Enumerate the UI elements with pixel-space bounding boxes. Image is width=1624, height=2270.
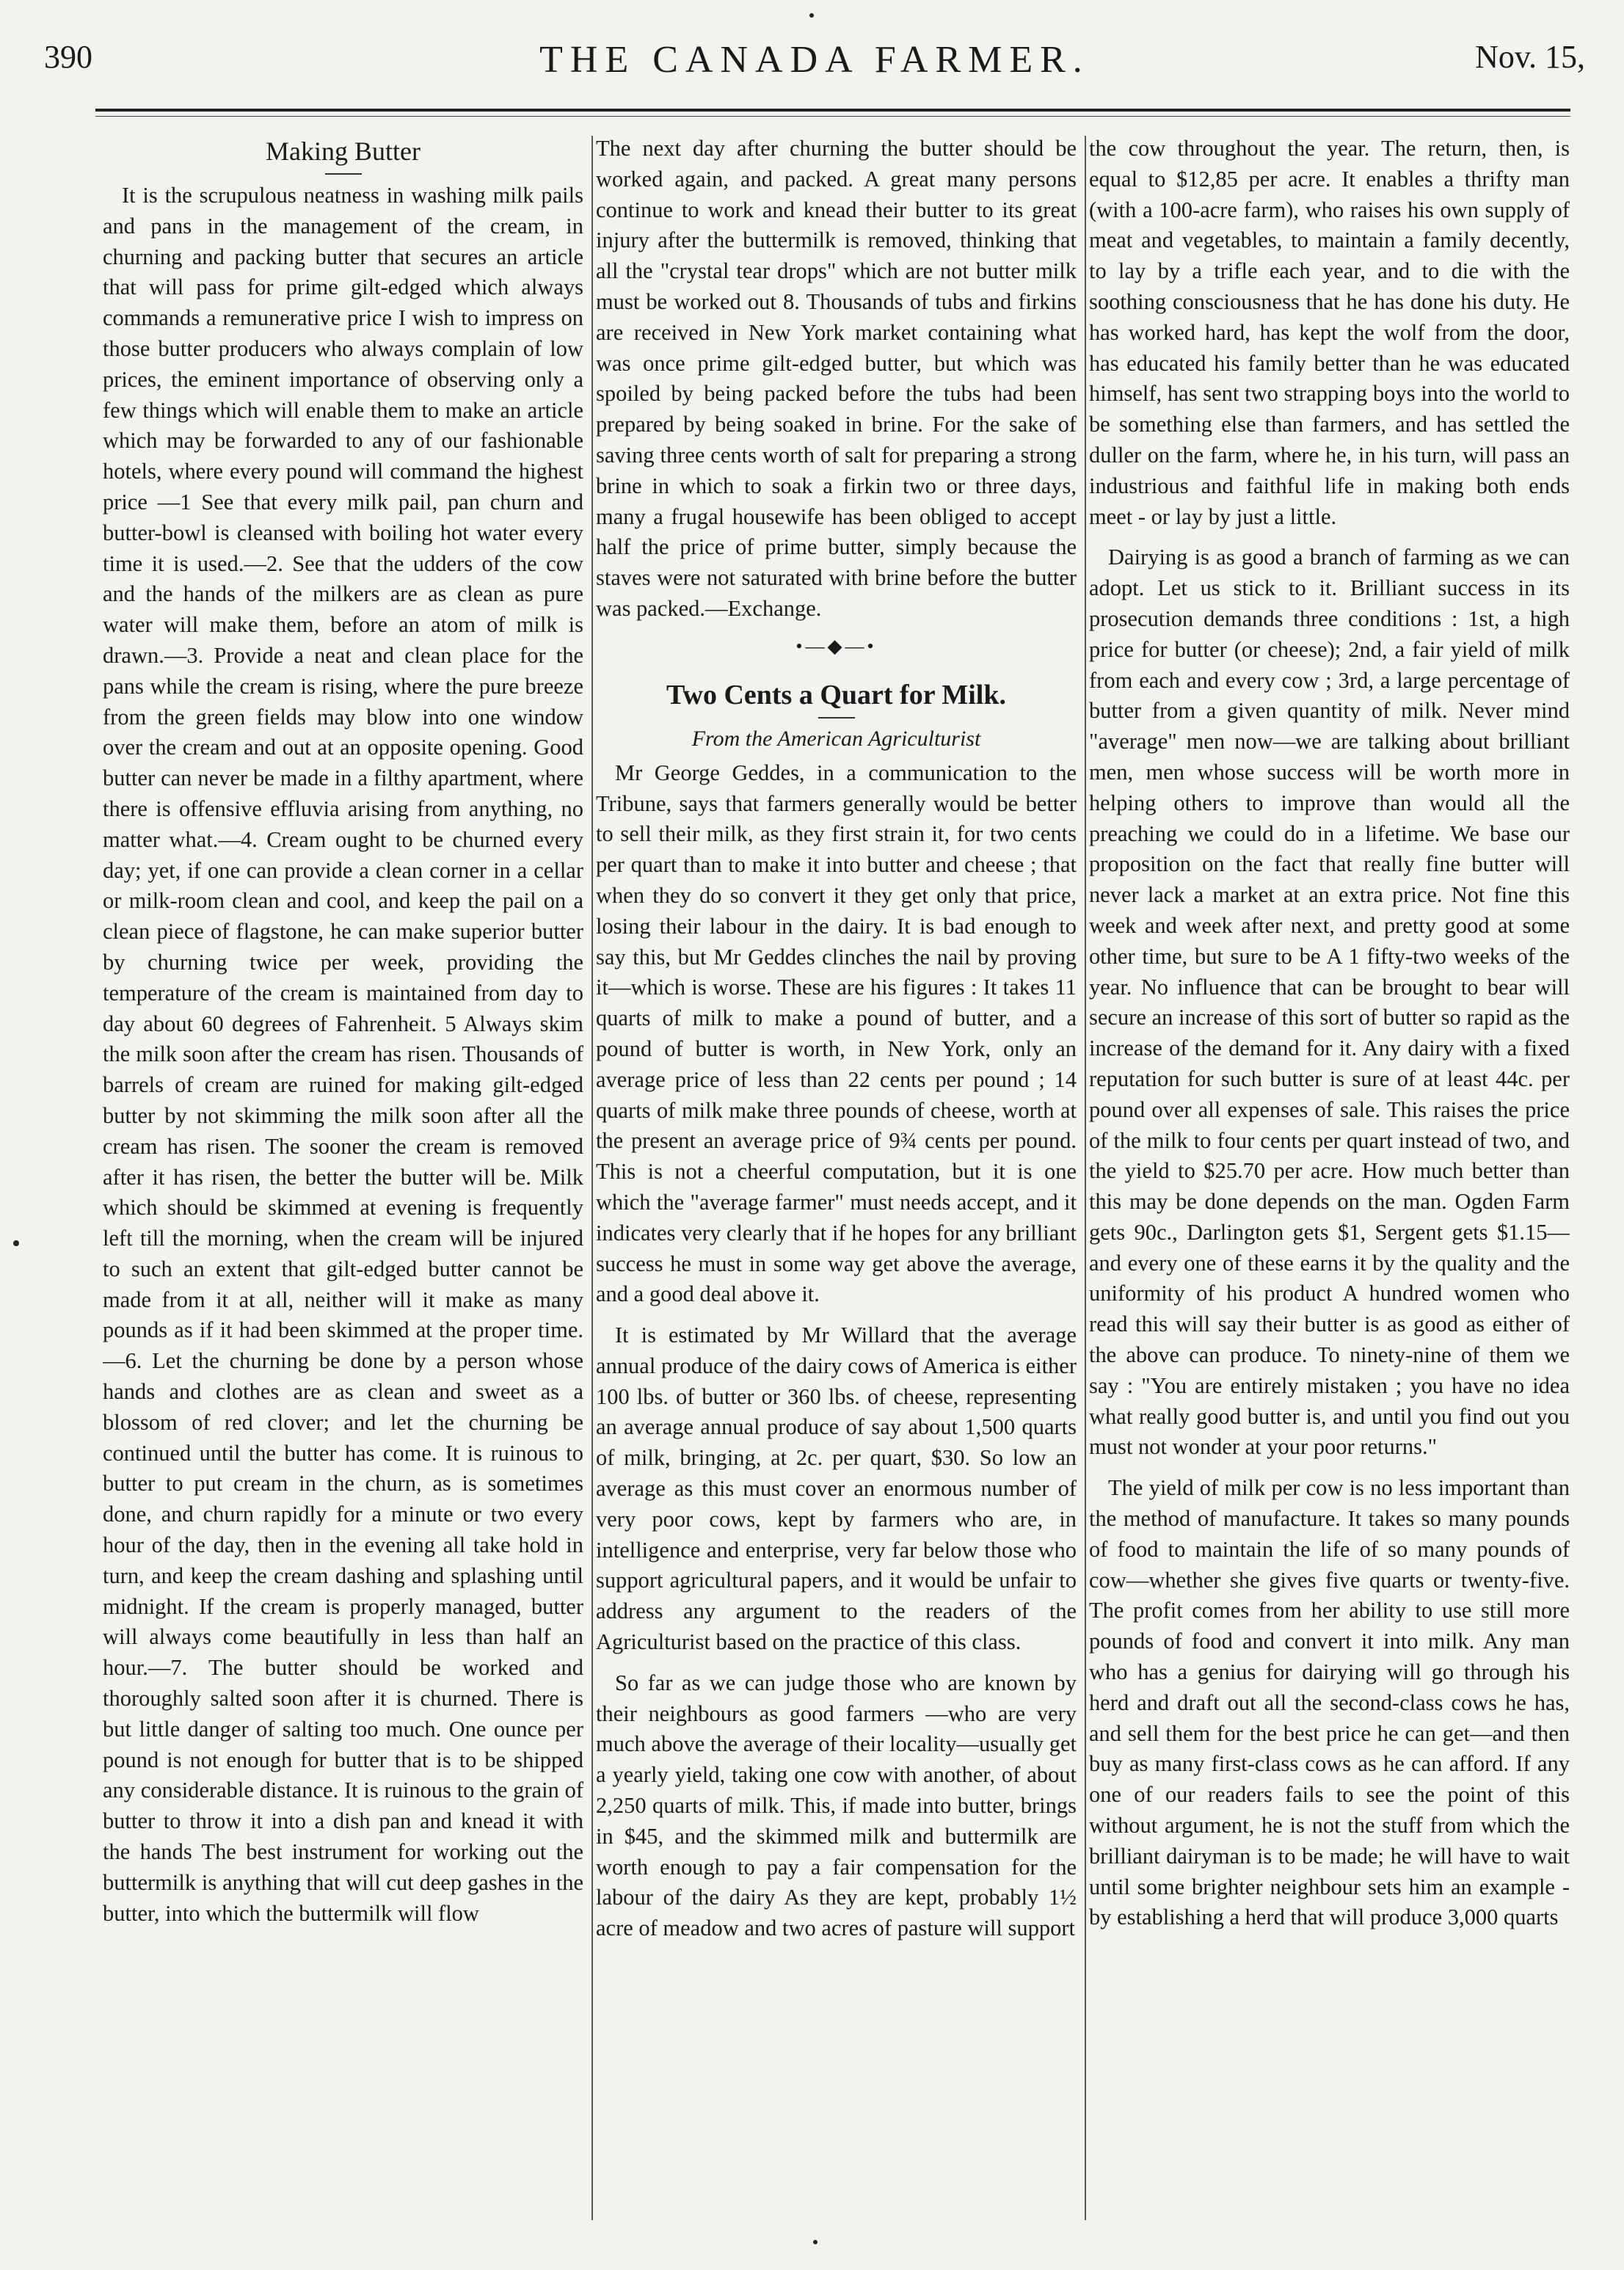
- journal-title: THE CANADA FARMER.: [539, 39, 1090, 81]
- article-paragraph: So far as we can judge those who are known by their neighbours as good farmers —who are very much above the average of their locality—usually get a yearly yield, taking one cow with another, of about 2,250 quarts of milk. This, if made into butter, brings in $45, and the skimmed milk and buttermilk are worth enough to pay a fair compensation for the labour of the dairy As they are kept, probably 1½ acre of meadow and two acres of pasture will support: [596, 1670, 1077, 1941]
- column-1: [103, 134, 583, 2233]
- bottom-dot: [813, 2240, 818, 2244]
- article-paragraph: The yield of milk per cow is no less important than the method of manufacture. It takes so many pounds of food to maintain the life of so many pounds of cow—whether she gives five quarts or twenty-five. The profit comes from her ability to use still more pounds of food and convert it into milk. Any man who has a genius for dairying will go through his herd and draft out all the second-class cows he has, and sell them for the best price he can get—and then buy as many first-class cows as he can afford. If any one of our readers fails to see the point of this without argument, he is not the stuff from which the brilliant dairyman is to be made; he will have to wait until some brighter neighbour sets him an example - by establishing a herd that will produce 3,000 quarts: [1089, 1475, 1570, 1930]
- page-number: 390: [44, 39, 92, 75]
- article-paragraph: The next day after churning the butter should be worked again, and packed. A great many persons continue to work and knead their butter to its great injury after the buttermilk is removed, thinking that all the "crystal tear drops" which are not butter milk must be worked out 8. Thousands of tubs and firkins are received in New York market containing what was once prime gilt-edged butter, but which was spoiled by being packed before the tubs had been prepared by being soaked in brine. For the sake of saving three cents worth of salt for preparing a strong brine in which to soak a firkin two or three days, many a frugal housewife has been obliged to accept half the price of prime butter, simply because the staves were not saturated with brine before the butter was packed.—Exchange.: [596, 136, 1077, 621]
- column-rule-2: [1085, 136, 1086, 2220]
- article-paragraph: the cow throughout the year. The return, then, is equal to $12,85 per acre. It enables a thrifty man (with a 100-acre farm), who raises his own supply of meat and vegetables, to maintain a family decently, to lay by a trifle each year, and to die with the soothing consciousness that he has done his duty. He has worked hard, has kept the wolf from the door, has educated his family better than he was educated himself, has sent two strapping boys into the world to be something else than farmers, and has settled the duller on the farm, where he, in his turn, will pass an industrious and faithful life in making both ends meet - or lay by just a little.: [1089, 136, 1570, 529]
- article-title-two-cents: Two Cents a Quart for Milk.: [666, 679, 1006, 710]
- title-rule: [325, 173, 362, 175]
- article-paragraph: Mr George Geddes, in a communication to the Tribune, says that farmers generally would be better to sell their milk, as they first strain it, for two cents per quart than to make it into butter and cheese ; that when they do so convert it they get only that price, losing their labour in the dairy. It is bad enough to say this, but Mr Geddes clinches the nail by proving it—which is worse. These are his figures : It takes 11 quarts of milk to make a pound of butter, and a pound of butter is worth, in New York, only an average price of less than 22 cents per pound ; 14 quarts of milk make three pounds of cheese, worth at the present an average price of 9¾ cents per pound. This is not a cheerful computation, but it is one which the "average farmer" must needs accept, and it indicates very clearly that if he hopes for any brilliant success he must in some way get above the average, and a good deal above it.: [596, 760, 1077, 1307]
- issue-date: Nov. 15,: [1475, 39, 1585, 75]
- header-rule-thin: [95, 116, 1570, 117]
- page-header: [44, 38, 1585, 104]
- column-2: [596, 134, 1077, 2233]
- column-3: [1089, 134, 1570, 2233]
- article-title-making-butter: Making Butter: [266, 137, 420, 166]
- article-paragraph: It is the scrupulous neatness in washing milk pails and pans in the management of the cream, in churning and packing butter that secures an article that will pass for prime gilt-edged which always commands a remunerative price I wish to impress on those butter producers who always complain of low prices, the eminent importance of observing only a few things which will enable them to make an article which may be forwarded to any of our fashionable hotels, where every pound will command the highest price —1 See that every milk pail, pan churn and butter-bowl is cleansed with boiling hot water every time it is used.—2. See that the udders of the cow and the hands of the milkers are as clean as pure water will make them, before an atom of milk is drawn.—3. Provide a neat and clean place for the pans while the cream is rising, where the pure breeze from the green fields may blow into one window over the cream and out at an opposite opening. Good butter can never be made in a filthy apartment, where there is offensive effluvia arising from anything, no matter what.—4. Cream ought to be churned every day; yet, if one can provide a clean corner in a cellar or milk-room clean and cool, and keep the pail on a clean piece of flagstone, he can make superior butter by churning twice per week, providing the temperature of the cream is maintained from day to day about 60 degrees of Fahrenheit. 5 Always skim the milk soon after the cream has risen. Thousands of barrels of cream are ruined for making gilt-edged butter by not skimming the milk soon after all the cream has risen. The sooner the cream is removed after it has risen, the better the butter will be. Milk which should be skimmed at evening is frequently left till the morning, when the cream will be injured to such an extent that gilt-edged butter cannot be made from it at all, neither will it make as many pounds as if it had been skimmed at the proper time.—6. Let the churning be done by a person whose hands and clothes are as clean and sweet as a blossom of red clover; and let the churning be continued until the butter has come. It is ruinous to butter to put cream in the churn, as is sometimes done, and churn rapidly for a minute or two every hour of the day, then in the evening all take hold in turn, and keep the cream dashing and splashing until midnight. If the cream is properly managed, butter will always come beautifully in less than half an hour.—7. The butter should be worked and thoroughly salted soon after it is churned. There is but little danger of salting too much. One ounce per pound is not enough for butter that is to be shipped any considerable distance. It is ruinous to the grain of butter to throw it into a dish pan and knead it with the hands The best instrument for working out the buttermilk is anything that will cut deep gashes in the butter, into which the buttermilk will flow: [103, 183, 583, 1926]
- header-rule-thick: [95, 109, 1570, 112]
- article-paragraph: Dairying is as good a branch of farming as we can adopt. Let us stick to it. Brilliant success in its prosecution demands three conditions : 1st, a high price for butter (or cheese); 2nd, a fair yield of milk from each and every cow ; 3rd, a large percentage of butter from a given quantity of milk. Never mind "average" men now—we are talking about brilliant men, men whose success will be worth more in helping others to improve than would all the preaching we could do in a lifetime. We base our proposition on the fact that really fine butter will never lack a market at an extra price. Not fine this week and week after next, and pretty good at some other time, but sure to be A 1 fifty-two weeks of the year. No influence that can be brought to bear will secure an increase of this sort of butter so rapid as the increase of the demand for it. Any dairy with a fixed reputation for such butter is sure of at least 44c. per pound over all expenses of sale. This raises the price of the milk to four cents per quart instead of two, and the yield to $25.70 per acre. How much better than this may be done depends on the man. Ogden Farm gets 90c., Darlington gets $1, Sergent gets $1.15—and every one of these earns it by the quality and the uniformity of his product A hundred women who read this will say their butter is as good as either of the above can produce. To ninety-nine of them we say : "You are entirely mistaken ; you have no idea what really good butter is, and until you find out you must not wonder at your poor returns.": [1089, 545, 1570, 1460]
- margin-dot: [13, 1240, 19, 1246]
- top-dot: [809, 13, 814, 18]
- column-rule-1: [591, 136, 593, 2220]
- section-ornament: •—◆—•: [795, 635, 877, 657]
- article-paragraph: It is estimated by Mr Willard that the average annual produce of the dairy cows of America is either 100 lbs. of butter or 360 lbs. of cheese, representing an average annual produce of say about 1,500 quarts of milk, bringing, at 2c. per quart, $30. So low an average as this must cover an enormous number of very poor cows, kept by farmers who are, in intelligence and enterprise, very far below those who support agricultural papers, and it would be unfair to address any argument to the readers of the Agriculturist based on the practice of this class.: [596, 1323, 1077, 1655]
- title-rule: [818, 717, 855, 719]
- article-source: From the American Agriculturist: [691, 726, 981, 751]
